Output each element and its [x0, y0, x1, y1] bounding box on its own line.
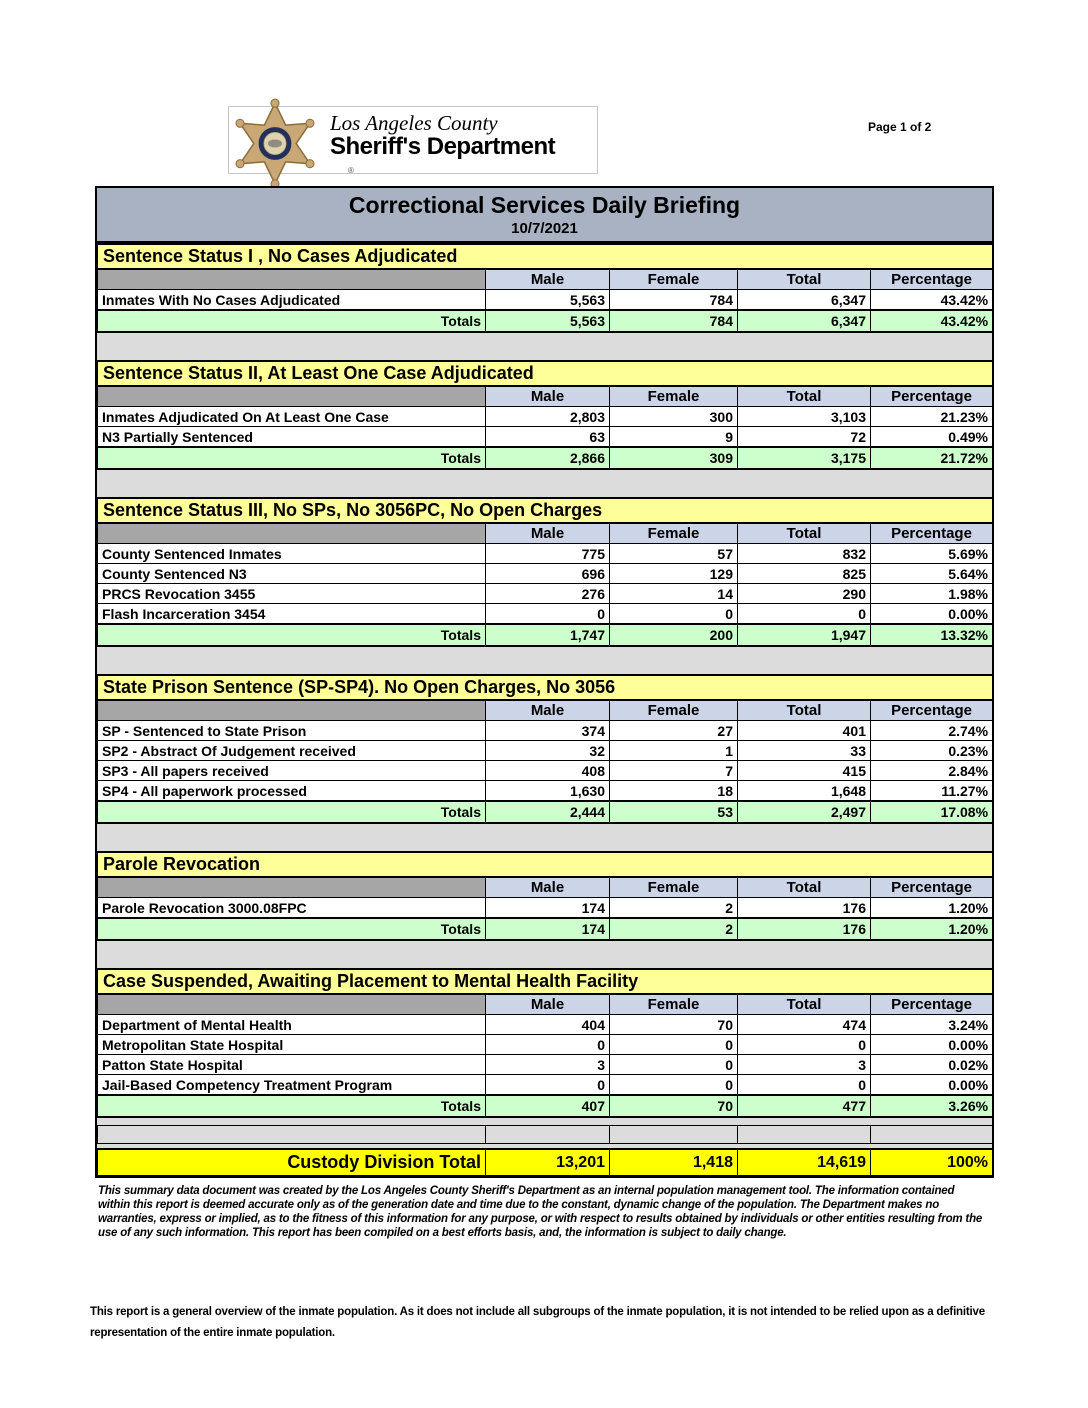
totals-percentage: 3.26%	[871, 1095, 993, 1117]
row-label: Inmates With No Cases Adjudicated	[98, 290, 486, 311]
cell-female: 7	[610, 761, 738, 781]
table-row	[98, 407, 993, 427]
section-state-prison-sentence	[97, 674, 993, 824]
table-row	[98, 1015, 993, 1035]
totals-percentage: 1.20%	[871, 918, 993, 940]
totals-total: 6,347	[738, 310, 871, 332]
totals-percentage: 13.32%	[871, 624, 993, 646]
cell-percentage: 2.84%	[871, 761, 993, 781]
section-separator	[97, 824, 992, 851]
totals-male: 1,747	[486, 624, 610, 646]
cell-total: 6,347	[738, 290, 871, 311]
row-label: Jail-Based Competency Treatment Program	[98, 1075, 486, 1096]
cell-percentage: 2.74%	[871, 721, 993, 741]
cell-male: 404	[486, 1015, 610, 1035]
table-row	[98, 584, 993, 604]
column-header-male: Male	[486, 877, 610, 898]
totals-row	[98, 1095, 993, 1117]
totals-male: 2,866	[486, 447, 610, 469]
section-separator	[97, 470, 992, 497]
totals-male: 5,563	[486, 310, 610, 332]
row-label: Department of Mental Health	[98, 1015, 486, 1035]
cell-male: 174	[486, 898, 610, 919]
totals-female: 200	[610, 624, 738, 646]
cell-total: 474	[738, 1015, 871, 1035]
column-header-female: Female	[610, 877, 738, 898]
department-name: Sheriff's Department	[330, 133, 556, 161]
agency-name-block	[330, 112, 555, 159]
totals-female: 70	[610, 1095, 738, 1117]
cell-male: 0	[486, 604, 610, 625]
column-header-male: Male	[486, 523, 610, 544]
spacer-cell	[738, 1126, 871, 1144]
cell-female: 2	[610, 898, 738, 919]
cell-percentage: 0.00%	[871, 1035, 993, 1055]
totals-label: Totals	[98, 310, 486, 332]
row-label: SP - Sentenced to State Prison	[98, 721, 486, 741]
cell-female: 27	[610, 721, 738, 741]
cell-male: 408	[486, 761, 610, 781]
section-header: Sentence Status III, No SPs, No 3056PC, No Open Charges	[98, 498, 993, 523]
column-header-female: Female	[610, 523, 738, 544]
cell-total: 401	[738, 721, 871, 741]
cell-percentage: 0.00%	[871, 1075, 993, 1096]
column-header-percentage: Percentage	[871, 269, 993, 290]
cell-male: 3	[486, 1055, 610, 1075]
totals-percentage: 43.42%	[871, 310, 993, 332]
column-header-blank	[98, 269, 486, 290]
column-header-male: Male	[486, 386, 610, 407]
totals-row	[98, 624, 993, 646]
table-row	[98, 290, 993, 311]
section-header: Case Suspended, Awaiting Placement to Mental Health Facility	[98, 969, 993, 994]
cell-total: 0	[738, 604, 871, 625]
column-header-female: Female	[610, 994, 738, 1015]
column-header-total: Total	[738, 523, 871, 544]
cell-male: 2,803	[486, 407, 610, 427]
section-parole-revocation	[97, 851, 993, 941]
section-sentence-status-2	[97, 360, 993, 470]
table-row	[98, 544, 993, 564]
totals-female: 53	[610, 801, 738, 823]
cell-male: 1,630	[486, 781, 610, 802]
cell-total: 33	[738, 741, 871, 761]
cell-percentage: 0.49%	[871, 427, 993, 448]
column-header-blank	[98, 877, 486, 898]
totals-male: 2,444	[486, 801, 610, 823]
section-header: State Prison Sentence (SP-SP4). No Open Charges, No 3056	[98, 675, 993, 700]
totals-total: 2,497	[738, 801, 871, 823]
cell-percentage: 3.24%	[871, 1015, 993, 1035]
cell-male: 775	[486, 544, 610, 564]
cell-female: 1	[610, 741, 738, 761]
pre-total-spacer-row	[97, 1125, 993, 1144]
totals-row	[98, 918, 993, 940]
table-row	[98, 564, 993, 584]
table-row	[98, 741, 993, 761]
column-header-total: Total	[738, 269, 871, 290]
cell-male: 0	[486, 1075, 610, 1096]
column-header-male: Male	[486, 700, 610, 721]
section-sentence-status-1	[97, 243, 993, 333]
cell-female: 0	[610, 1075, 738, 1096]
spacer-cell	[98, 1126, 486, 1144]
cell-male: 276	[486, 584, 610, 604]
table-row	[98, 761, 993, 781]
cell-male: 5,563	[486, 290, 610, 311]
cell-female: 0	[610, 1055, 738, 1075]
cell-total: 1,648	[738, 781, 871, 802]
cell-percentage: 43.42%	[871, 290, 993, 311]
section-separator	[97, 647, 992, 674]
cell-female: 129	[610, 564, 738, 584]
row-label: N3 Partially Sentenced	[98, 427, 486, 448]
table-row	[98, 1075, 993, 1096]
cell-percentage: 0.00%	[871, 604, 993, 625]
column-header-blank	[98, 523, 486, 544]
grand-total-total: 14,619	[738, 1149, 871, 1176]
totals-label: Totals	[98, 447, 486, 469]
spacer-cell	[486, 1126, 610, 1144]
cell-total: 832	[738, 544, 871, 564]
column-header-blank	[98, 700, 486, 721]
row-label: PRCS Revocation 3455	[98, 584, 486, 604]
cell-male: 32	[486, 741, 610, 761]
cell-total: 825	[738, 564, 871, 584]
cell-percentage: 0.02%	[871, 1055, 993, 1075]
section-sentence-status-3	[97, 497, 993, 647]
spacer-cell	[871, 1126, 993, 1144]
totals-row	[98, 447, 993, 469]
cell-total: 0	[738, 1035, 871, 1055]
column-header-total: Total	[738, 877, 871, 898]
cell-total: 415	[738, 761, 871, 781]
grand-total-female: 1,418	[610, 1149, 738, 1176]
totals-label: Totals	[98, 1095, 486, 1117]
totals-label: Totals	[98, 918, 486, 940]
row-label: Inmates Adjudicated On At Least One Case	[98, 407, 486, 427]
cell-female: 0	[610, 604, 738, 625]
table-row	[98, 1035, 993, 1055]
table-row	[98, 1055, 993, 1075]
row-label: Flash Incarceration 3454	[98, 604, 486, 625]
cell-total: 0	[738, 1075, 871, 1096]
totals-female: 309	[610, 447, 738, 469]
grand-total-male: 13,201	[486, 1149, 610, 1176]
cell-total: 176	[738, 898, 871, 919]
totals-percentage: 21.72%	[871, 447, 993, 469]
grand-total-label: Custody Division Total	[98, 1149, 486, 1176]
cell-percentage: 1.98%	[871, 584, 993, 604]
section-header: Sentence Status II, At Least One Case Adjudicated	[98, 361, 993, 386]
table-row	[98, 604, 993, 625]
cell-female: 18	[610, 781, 738, 802]
section-header: Parole Revocation	[98, 852, 993, 877]
column-header-female: Female	[610, 700, 738, 721]
cell-female: 9	[610, 427, 738, 448]
cell-female: 300	[610, 407, 738, 427]
column-header-female: Female	[610, 269, 738, 290]
row-label: Metropolitan State Hospital	[98, 1035, 486, 1055]
report-title: Correctional Services Daily Briefing	[348, 192, 741, 218]
cell-female: 784	[610, 290, 738, 311]
page-number: Page 1 of 2	[868, 120, 932, 134]
report-body	[95, 186, 994, 1178]
table-row	[98, 721, 993, 741]
row-label: County Sentenced Inmates	[98, 544, 486, 564]
cell-female: 0	[610, 1035, 738, 1055]
column-header-percentage: Percentage	[871, 700, 993, 721]
report-title-bar	[97, 188, 992, 243]
cell-total: 72	[738, 427, 871, 448]
cell-total: 290	[738, 584, 871, 604]
registered-mark: ®	[348, 166, 354, 175]
disclaimer-text: This summary data document was created by the Los Angeles County Sheriff's Department as an internal population management tool. The information contained within this report is deemed accurate only as of the generation date and time due to the constant, dynamic change of the population. The Department makes no warranties, express or implied, as to the fitness of this information for any purpose, or with respect to results obtained by individuals or other entities resulting from the use of any such information. This report has been compiled on a best efforts basis, and, the information is subject to daily change.	[98, 1185, 983, 1239]
totals-percentage: 17.08%	[871, 801, 993, 823]
column-header-percentage: Percentage	[871, 877, 993, 898]
row-label: SP4 - All paperwork processed	[98, 781, 486, 802]
cell-percentage: 5.69%	[871, 544, 993, 564]
totals-total: 477	[738, 1095, 871, 1117]
cell-percentage: 0.23%	[871, 741, 993, 761]
cell-total: 3	[738, 1055, 871, 1075]
spacer-cell	[610, 1126, 738, 1144]
column-header-total: Total	[738, 994, 871, 1015]
section-header: Sentence Status I , No Cases Adjudicated	[98, 244, 993, 269]
grand-total-percentage: 100%	[871, 1149, 993, 1176]
cell-female: 70	[610, 1015, 738, 1035]
separator	[97, 1118, 992, 1125]
cell-percentage: 1.20%	[871, 898, 993, 919]
grand-total-row	[97, 1148, 993, 1176]
section-separator	[97, 333, 992, 360]
totals-row	[98, 310, 993, 332]
column-header-blank	[98, 994, 486, 1015]
totals-row	[98, 801, 993, 823]
column-header-male: Male	[486, 994, 610, 1015]
column-header-percentage: Percentage	[871, 386, 993, 407]
column-header-total: Total	[738, 700, 871, 721]
row-label: Parole Revocation 3000.08FPC	[98, 898, 486, 919]
table-row	[98, 781, 993, 802]
row-label: SP3 - All papers received	[98, 761, 486, 781]
totals-total: 3,175	[738, 447, 871, 469]
cell-percentage: 11.27%	[871, 781, 993, 802]
cell-male: 696	[486, 564, 610, 584]
row-label: County Sentenced N3	[98, 564, 486, 584]
totals-total: 176	[738, 918, 871, 940]
totals-label: Totals	[98, 624, 486, 646]
cell-female: 14	[610, 584, 738, 604]
cell-male: 63	[486, 427, 610, 448]
footnote-text: This report is a general overview of the inmate population. As it does not include all subgroups of the inmate population, it is not intended to be relied upon as a definitive representation of the entire inmate population.	[90, 1306, 985, 1339]
cell-percentage: 5.64%	[871, 564, 993, 584]
report-date: 10/7/2021	[511, 220, 578, 237]
column-header-percentage: Percentage	[871, 994, 993, 1015]
table-row	[98, 898, 993, 919]
column-header-blank	[98, 386, 486, 407]
row-label: SP2 - Abstract Of Judgement received	[98, 741, 486, 761]
cell-male: 0	[486, 1035, 610, 1055]
cell-male: 374	[486, 721, 610, 741]
totals-female: 2	[610, 918, 738, 940]
column-header-male: Male	[486, 269, 610, 290]
column-header-total: Total	[738, 386, 871, 407]
cell-percentage: 21.23%	[871, 407, 993, 427]
row-label: Patton State Hospital	[98, 1055, 486, 1075]
section-case-suspended-mental-health	[97, 968, 993, 1118]
totals-male: 407	[486, 1095, 610, 1117]
table-row	[98, 427, 993, 448]
cell-female: 57	[610, 544, 738, 564]
totals-label: Totals	[98, 801, 486, 823]
totals-total: 1,947	[738, 624, 871, 646]
cell-total: 3,103	[738, 407, 871, 427]
column-header-female: Female	[610, 386, 738, 407]
sheriff-star-badge-icon	[229, 95, 321, 191]
section-separator	[97, 941, 992, 968]
column-header-percentage: Percentage	[871, 523, 993, 544]
county-name: Los Angeles County	[330, 111, 498, 135]
totals-male: 174	[486, 918, 610, 940]
totals-female: 784	[610, 310, 738, 332]
